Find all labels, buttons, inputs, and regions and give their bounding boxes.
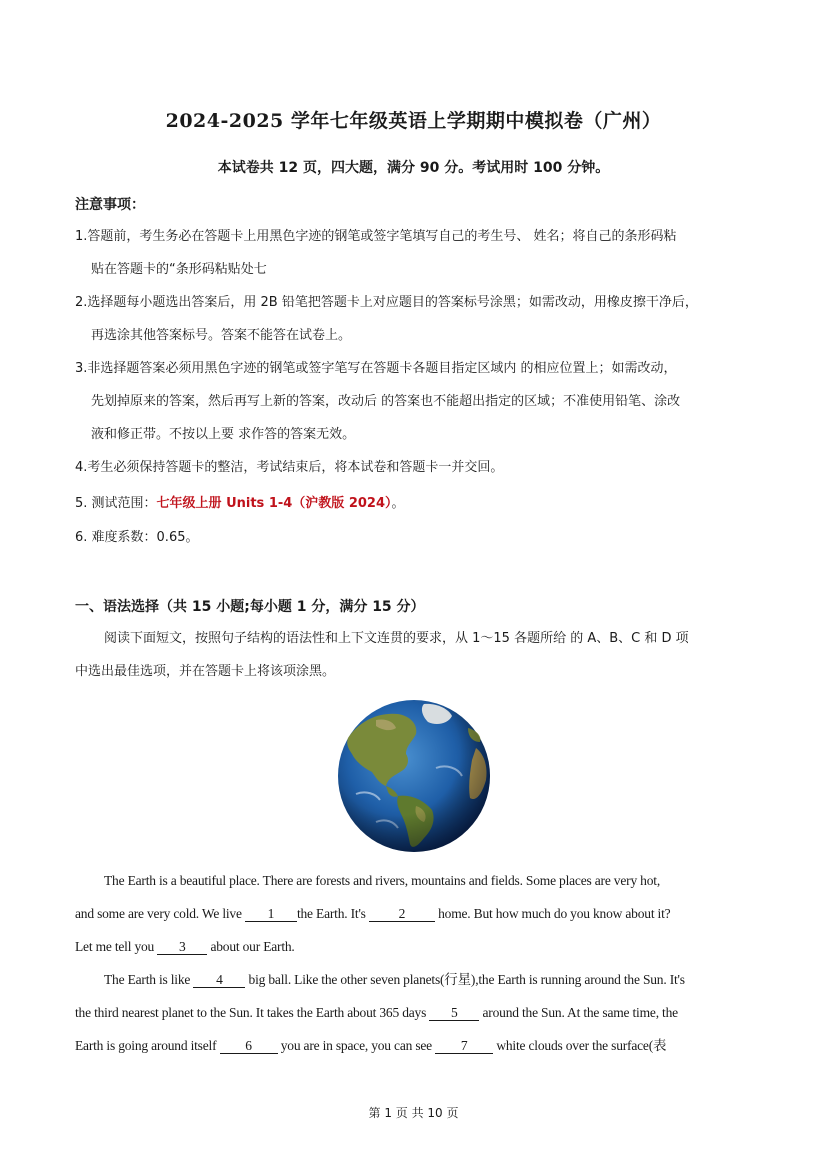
notice-item-6: 6. 难度系数：0.65。	[75, 530, 199, 545]
passage-text: and some are very cold. We live	[75, 906, 245, 921]
passage-p1-line-3	[75, 938, 295, 956]
earth-globe-icon	[336, 698, 492, 854]
page-title: 2024-2025 学年七年级英语上学期期中模拟卷（广州）	[165, 110, 662, 132]
notice-item-5-prefix: 5. 测试范围：	[75, 496, 157, 511]
blank-3: 3	[157, 939, 207, 955]
blank-4: 4	[193, 972, 245, 988]
passage-p2-line-2	[75, 1004, 678, 1022]
passage-text: The Earth is like	[104, 972, 194, 987]
page-number-footer: 第 1 页 共 10 页	[368, 1106, 459, 1120]
section-1-instructions-line-2: 中选出最佳选项，并在答题卡上将该项涂黑。	[75, 664, 336, 679]
notice-item-2-line-2: 再选涂其他答案标号。答案不能答在试卷上。	[91, 328, 352, 343]
notice-item-3-line-2: 先划掉原来的答案，然后再写上新的答案，改动后 的答案也不能超出指定的区域；不准使用铅笔、涂改	[91, 394, 681, 409]
blank-6: 6	[220, 1038, 278, 1054]
blank-2: 2	[369, 906, 435, 922]
passage-text: Earth is going around itself	[75, 1038, 220, 1053]
notice-item-1-line-2: 贴在答题卡的“条形码粘贴处七	[91, 262, 267, 277]
passage-text: white clouds over the surface(表	[493, 1038, 667, 1053]
blank-5: 5	[429, 1005, 479, 1021]
passage-p2-line-3	[75, 1037, 666, 1055]
notice-item-3-line-3: 液和修正带。不按以上要 求作答的答案无效。	[91, 427, 356, 442]
passage-text: home. But how much do you know about it?	[434, 906, 671, 921]
passage-text: you are in space, you can see	[277, 1038, 436, 1053]
notice-heading: 注意事项：	[75, 197, 145, 213]
passage-text: Let me tell you	[75, 939, 158, 954]
passage-text: big ball. Like the other seven planets(行星),the Earth is running around the Sun. It's	[245, 972, 685, 987]
blank-1: 1	[245, 906, 297, 922]
section-1-instructions-line-1: 阅读下面短文，按照句子结构的语法性和上下文连贯的要求，从 1～15 各题所给 的 A、B、C 和 D 项	[104, 631, 689, 646]
notice-item-5-suffix: 。	[391, 496, 405, 511]
passage-text: the third nearest planet to the Sun. It takes the Earth about 365 days	[75, 1005, 430, 1020]
section-1-heading: 一、语法选择（共 15 小题;每小题 1 分，满分 15 分）	[75, 599, 425, 615]
passage-text: around the Sun. At the same time, the	[479, 1005, 678, 1020]
exam-info: 本试卷共 12 页，四大题，满分 90 分。考试用时 100 分钟。	[217, 160, 610, 176]
notice-item-3-line-1: 3.非选择题答案必须用黑色字迹的钢笔或签字笔写在答题卡各题目指定区域内 的相应位置上；如需改动，	[75, 361, 677, 376]
notice-item-5	[75, 495, 405, 513]
passage-text: about our Earth.	[207, 939, 295, 954]
passage-text: the Earth. It's	[296, 906, 369, 921]
notice-item-4: 4.考生必须保持答题卡的整洁，考试结束后，将本试卷和答题卡一并交回。	[75, 460, 504, 475]
blank-7: 7	[435, 1038, 493, 1054]
test-range: 七年级上册 Units 1-4（沪教版 2024）	[156, 496, 392, 511]
notice-item-1-line-1: 1.答题前，考生务必在答题卡上用黑色字迹的钢笔或签字笔填写自己的考生号、 姓名；将自己的条形码粘	[75, 229, 677, 244]
passage-p2-line-1	[104, 971, 685, 989]
passage-p1-line-1: The Earth is a beautiful place. There are forests and rivers, mountains and fields. Some places are very hot,	[104, 873, 660, 888]
notice-item-2-line-1: 2.选择题每小题选出答案后，用 2B 铅笔把答题卡上对应题目的答案标号涂黑；如需改动，用橡皮擦干净后，	[75, 295, 698, 310]
passage-p1-line-2	[75, 905, 670, 923]
